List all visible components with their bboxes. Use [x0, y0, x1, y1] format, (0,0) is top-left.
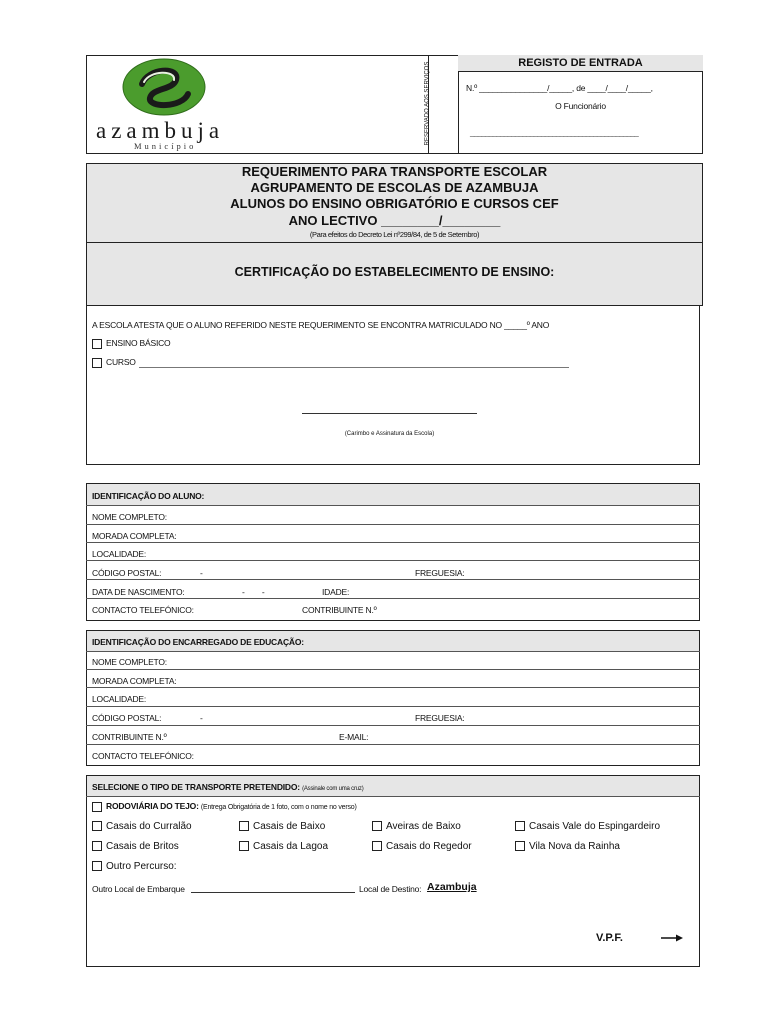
option-ensino-basico[interactable]: [92, 338, 170, 349]
reserved-label: RESERVADO AOS SERVIÇOS: [424, 61, 431, 146]
label-ensino-basico: ENSINO BÁSICO: [106, 338, 171, 348]
aluno-nascimento-label: DATA DE NASCIMENTO:: [92, 587, 185, 597]
aluno-sep-3: [86, 560, 700, 561]
registo-numero-line[interactable]: N.º _______________/_____, de ____/____/_____,: [466, 83, 653, 93]
aluno-sep-5: [86, 598, 700, 599]
route-option[interactable]: [372, 841, 472, 852]
registo-signature-line[interactable]: _____________________________________________: [470, 127, 638, 137]
enc-localidade-label: LOCALIDADE:: [92, 694, 147, 704]
route-label: Casais do Regedor: [386, 841, 472, 852]
option-curso[interactable]: [92, 357, 136, 368]
checkbox-ensino-basico[interactable]: [92, 339, 102, 349]
aluno-sep-0: [86, 505, 700, 506]
checkbox-route[interactable]: [515, 841, 525, 851]
route-label: Casais Vale do Espingardeiro: [529, 821, 661, 832]
route-option[interactable]: [239, 821, 325, 832]
aluno-nome-label: NOME COMPLETO:: [92, 512, 167, 522]
checkbox-route[interactable]: [515, 821, 525, 831]
enc-sep-1: [86, 669, 700, 670]
transporte-heading-note: (Assinale com uma cruz): [302, 786, 364, 792]
outro-local-label: Outro Local de Embarque: [92, 884, 185, 894]
checkbox-outro-percurso[interactable]: [92, 861, 102, 871]
enc-sep-4: [86, 725, 700, 726]
certificacao-statement: A ESCOLA ATESTA QUE O ALUNO REFERIDO NESTE REQUERIMENTO SE ENCONTRA MATRICULADO NO _____º ANO: [92, 320, 550, 330]
route-label: Vila Nova da Rainha: [529, 841, 620, 852]
encarregado-heading: IDENTIFICAÇÃO DO ENCARREGADO DE EDUCAÇÃO:: [92, 637, 304, 647]
transporte-sep: [86, 796, 700, 797]
destino-label: Local de Destino:: [359, 884, 422, 894]
enc-morada-label: MORADA COMPLETA:: [92, 676, 177, 686]
title-line-2: AGRUPAMENTO DE ESCOLAS DE AZAMBUJA: [250, 180, 539, 195]
aluno-sep-2: [86, 542, 700, 543]
title-line-1: REQUERIMENTO PARA TRANSPORTE ESCOLAR: [241, 164, 548, 179]
option-rodoviaria[interactable]: [92, 801, 357, 812]
title-divider: [86, 242, 703, 243]
enc-nome-label: NOME COMPLETO:: [92, 657, 167, 667]
label-outro-percurso: Outro Percurso:: [106, 861, 177, 872]
arrow-right-icon: [660, 933, 684, 943]
route-option[interactable]: [92, 821, 192, 832]
route-option[interactable]: [515, 821, 660, 832]
municipality-logo: [90, 58, 240, 152]
checkbox-route[interactable]: [92, 841, 102, 851]
route-label: Casais de Baixo: [253, 821, 326, 832]
label-rodoviaria: RODOVIÁRIA DO TEJO:: [106, 801, 199, 811]
enc-email-label: E-MAIL:: [339, 732, 369, 742]
checkbox-route[interactable]: [372, 841, 382, 851]
enc-codigo-postal-dash: -: [200, 713, 203, 723]
title-line-4[interactable]: ANO LECTIVO ________/________: [288, 213, 501, 228]
enc-sep-0: [86, 651, 700, 652]
enc-contacto-label: CONTACTO TELEFÓNICO:: [92, 751, 194, 761]
label-rodoviaria-note: (Entrega Obrigatória de 1 foto, com o nome no verso): [200, 804, 357, 811]
stamp-signature-line[interactable]: [302, 413, 477, 414]
aluno-nascimento-separators: - -: [242, 587, 265, 597]
checkbox-route[interactable]: [372, 821, 382, 831]
transporte-heading: [92, 782, 364, 792]
route-option[interactable]: [515, 841, 620, 852]
enc-codigo-postal-label: CÓDIGO POSTAL:: [92, 713, 162, 723]
title-note: (Para efeitos do Decreto Lei nº299/84, de 5 de Setembro): [309, 230, 480, 239]
logo-subtitle: Município: [134, 141, 197, 151]
route-label: Casais da Lagoa: [253, 841, 329, 852]
route-option[interactable]: [239, 841, 328, 852]
enc-contribuinte-label: CONTRIBUINTE N.º: [92, 732, 167, 742]
stamp-label: (Carimbo e Assinatura da Escola): [344, 431, 435, 437]
checkbox-curso[interactable]: [92, 358, 102, 368]
destino-value: Azambuja: [427, 881, 477, 893]
logo-name: azambuja: [96, 118, 225, 143]
route-label: Casais do Curralão: [106, 821, 192, 832]
certificacao-heading: CERTIFICAÇÃO DO ESTABELECIMENTO DE ENSINO:: [234, 265, 555, 279]
label-curso: CURSO: [106, 357, 136, 367]
checkbox-route[interactable]: [239, 841, 249, 851]
checkbox-rodoviaria[interactable]: [92, 802, 102, 812]
route-label: Aveiras de Baixo: [386, 821, 461, 832]
title-line-3: ALUNOS DO ENSINO OBRIGATÓRIO E CURSOS CEF: [230, 196, 559, 211]
aluno-morada-label: MORADA COMPLETA:: [92, 531, 177, 541]
aluno-sep-4: [86, 579, 700, 580]
aluno-sep-1: [86, 524, 700, 525]
route-label: Casais de Britos: [106, 841, 179, 852]
checkbox-route[interactable]: [92, 821, 102, 831]
enc-sep-3: [86, 706, 700, 707]
aluno-freguesia-label: FREGUESIA:: [415, 568, 465, 578]
route-option[interactable]: [372, 821, 461, 832]
outro-local-line[interactable]: [191, 892, 355, 893]
checkbox-route[interactable]: [239, 821, 249, 831]
aluno-heading: IDENTIFICAÇÃO DO ALUNO:: [92, 491, 205, 501]
aluno-idade-label: IDADE:: [322, 587, 350, 597]
enc-sep-2: [86, 687, 700, 688]
aluno-codigo-postal-label: CÓDIGO POSTAL:: [92, 568, 162, 578]
vpf-label: V.P.F.: [596, 932, 623, 944]
enc-freguesia-label: FREGUESIA:: [415, 713, 465, 723]
option-outro-percurso[interactable]: [92, 861, 177, 872]
aluno-localidade-label: LOCALIDADE:: [92, 549, 147, 559]
registo-funcionario: O Funcionário: [555, 101, 606, 111]
curso-line[interactable]: [139, 367, 569, 368]
route-option[interactable]: [92, 841, 179, 852]
aluno-contacto-label: CONTACTO TELEFÓNICO:: [92, 605, 194, 615]
transporte-heading-text: SELECIONE O TIPO DE TRANSPORTE PRETENDIDO:: [92, 782, 300, 792]
registo-title: REGISTO DE ENTRADA: [518, 57, 643, 69]
aluno-codigo-postal-dash: -: [200, 568, 203, 578]
aluno-contribuinte-label: CONTRIBUINTE N.º: [302, 605, 377, 615]
enc-sep-5: [86, 744, 700, 745]
